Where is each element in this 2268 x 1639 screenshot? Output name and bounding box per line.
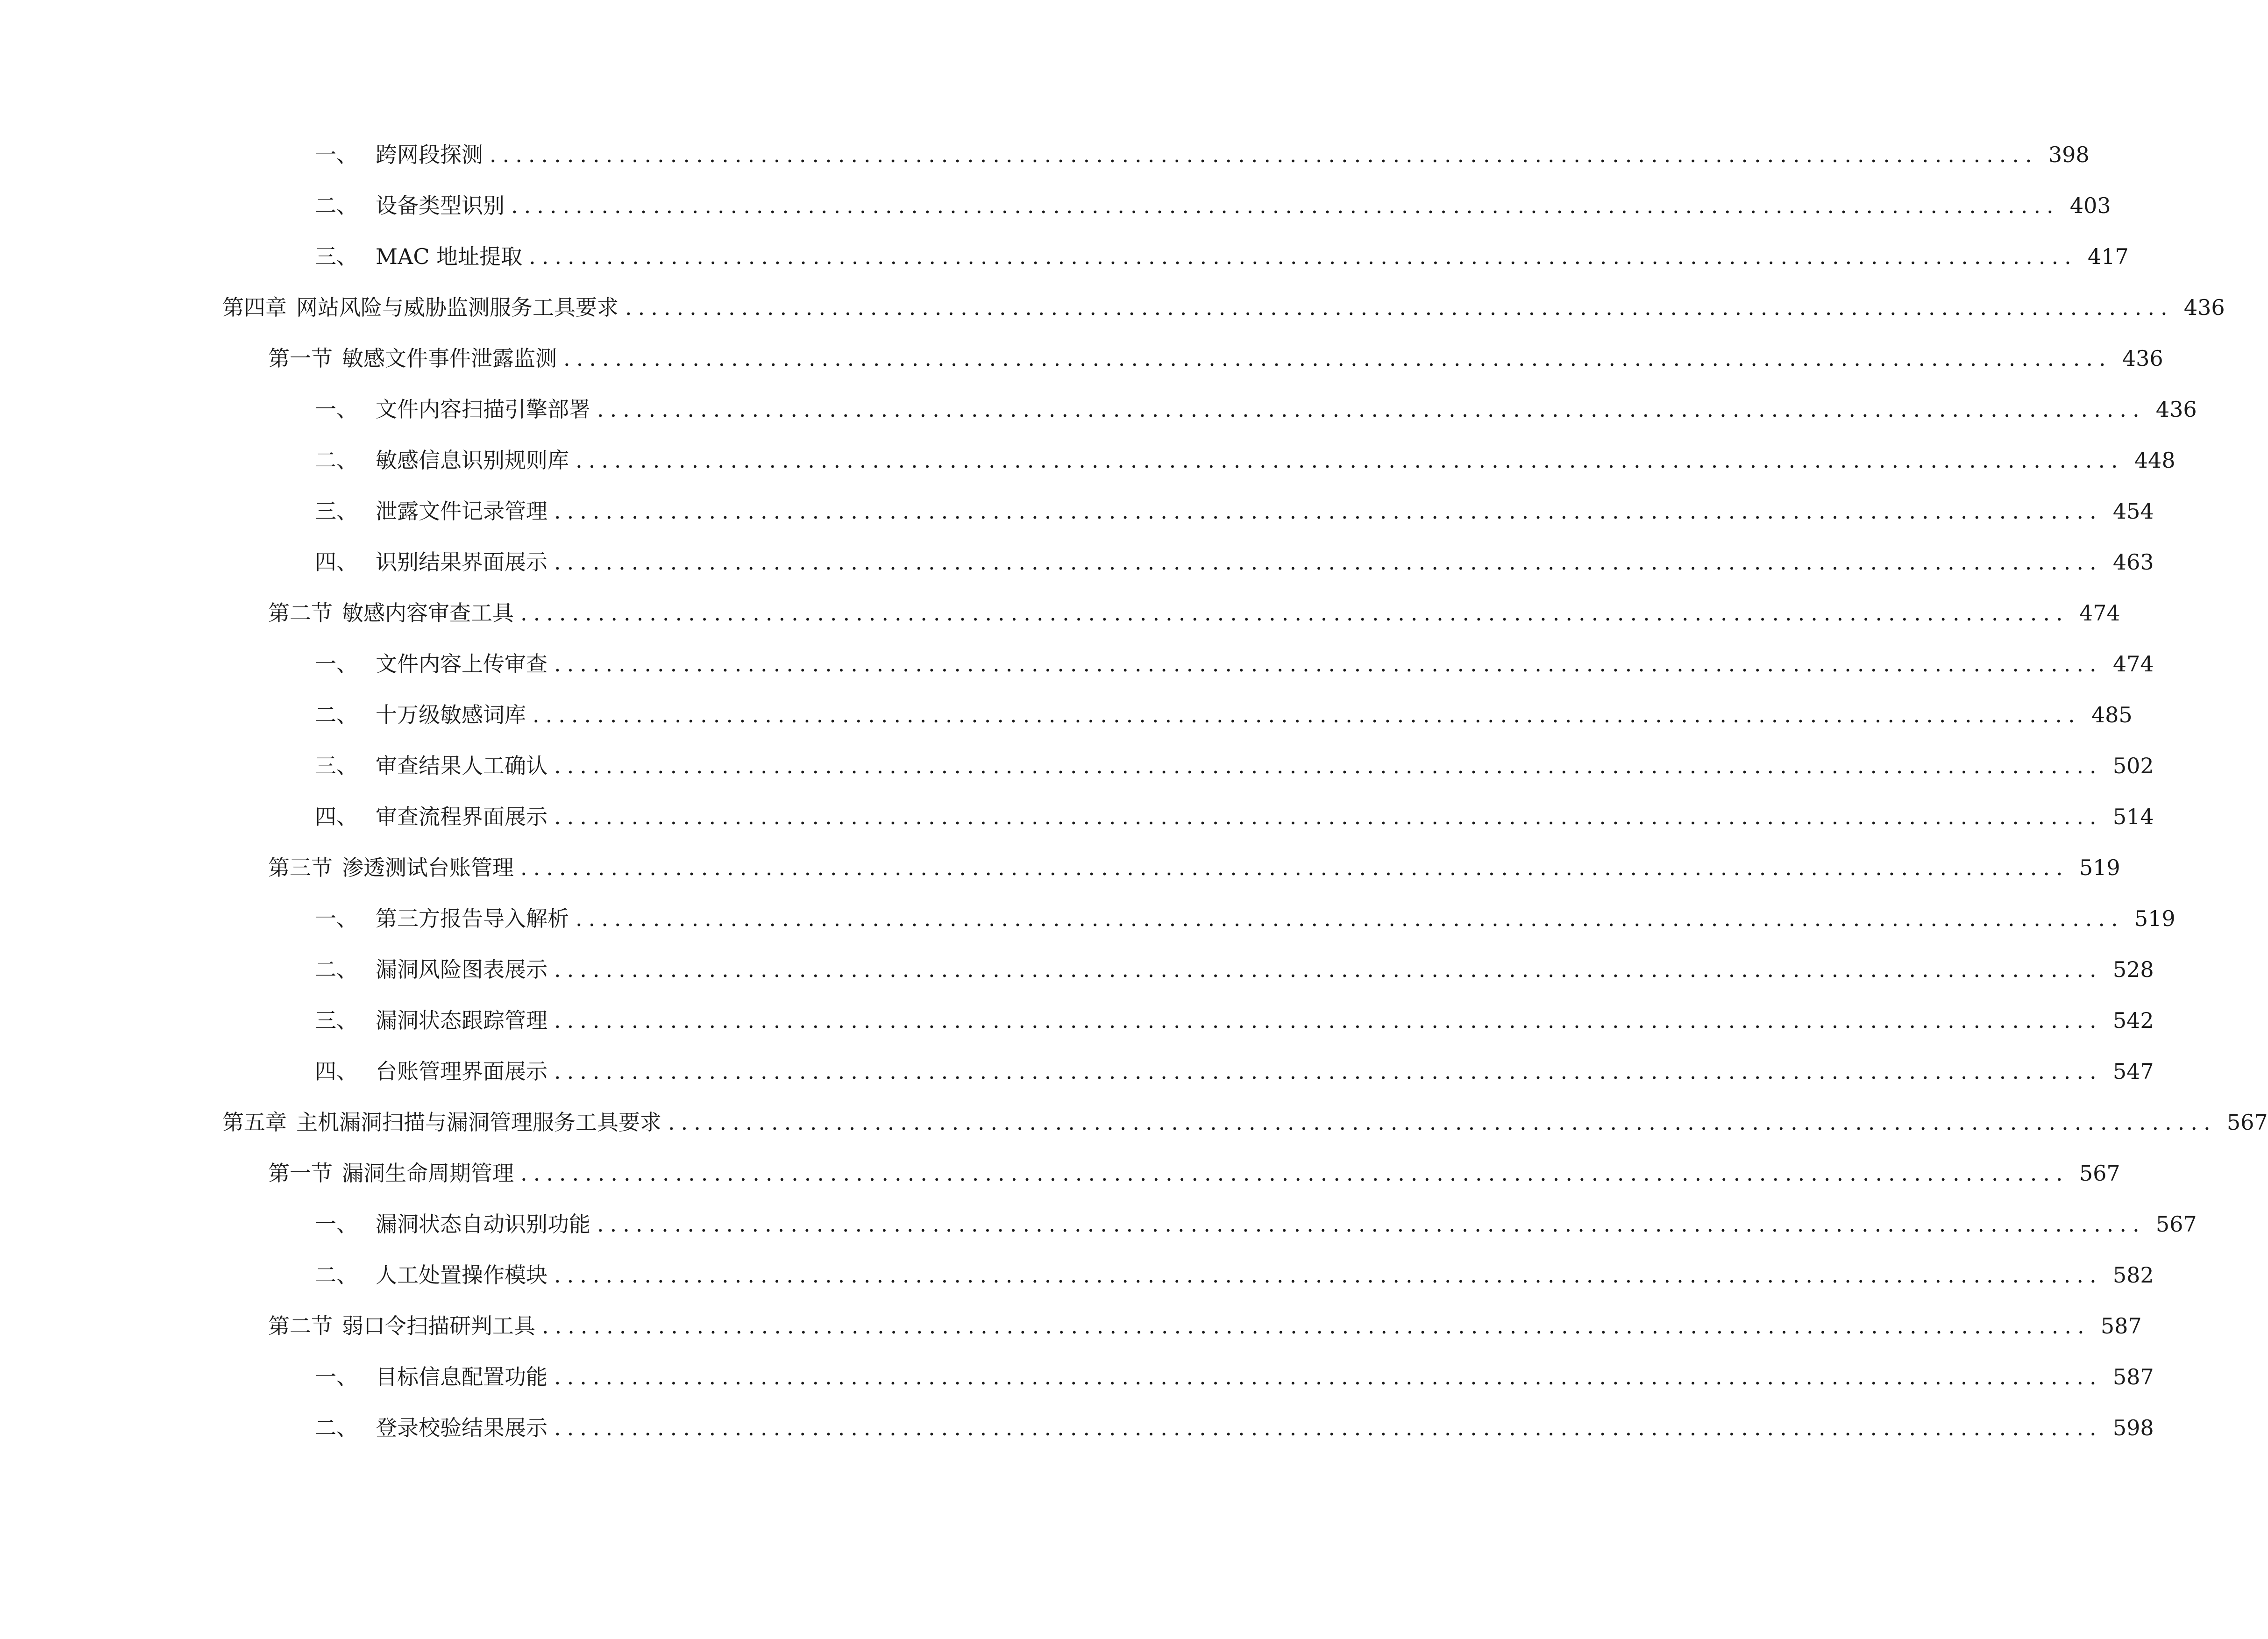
dot-leader: ........................................................................................................................ — [529, 244, 2077, 269]
toc-entry-title: 审查流程界面展示 — [376, 804, 547, 829]
toc-entry-number: 一、 — [315, 397, 358, 422]
toc-entry-title: 审查结果人工确认 — [376, 753, 547, 778]
toc-entry-page: 587 — [2100, 1313, 2142, 1339]
toc-entry-number: 第一节 — [268, 1161, 333, 1186]
toc-entry-page: 474 — [2079, 600, 2120, 626]
dot-leader: ........................................................................................................................ — [554, 1262, 2103, 1288]
dot-leader: ........................................................................................................................ — [554, 499, 2103, 524]
toc-entry-number: 三、 — [315, 244, 358, 269]
toc-entry-page: 587 — [2112, 1364, 2154, 1390]
dot-leader: ........................................................................................................................ — [554, 1059, 2103, 1084]
dot-leader: ........................................................................................................................ — [554, 957, 2103, 982]
toc-entry-number: 四、 — [315, 804, 358, 829]
toc-entry-number: 三、 — [315, 1008, 358, 1033]
toc-entry-number: 二、 — [315, 702, 358, 727]
toc-entry-title: 目标信息配置功能 — [376, 1364, 547, 1390]
toc-entry[interactable] — [315, 435, 2176, 486]
toc-entry-page: 567 — [2226, 1110, 2268, 1135]
toc-entry-title: 渗透测试台账管理 — [342, 855, 514, 880]
dot-leader: ........................................................................................................................ — [625, 295, 2174, 320]
toc-entry-number: 一、 — [315, 906, 358, 931]
toc-entry[interactable] — [222, 282, 2225, 333]
toc-entry[interactable] — [315, 1351, 2154, 1403]
dot-leader: ........................................................................................................................ — [597, 397, 2146, 422]
toc-entry[interactable] — [315, 1402, 2154, 1454]
toc-entry-title: MAC 地址提取 — [376, 244, 523, 269]
toc-entry-title: 泄露文件记录管理 — [376, 499, 547, 524]
toc-entry[interactable] — [315, 129, 2090, 180]
dot-leader: ........................................................................................................................ — [576, 906, 2124, 931]
toc-entry-page: 502 — [2112, 753, 2154, 778]
toc-entry-page: 436 — [2155, 397, 2197, 422]
toc-entry-page: 454 — [2112, 499, 2154, 524]
toc-entry[interactable] — [315, 1198, 2197, 1250]
toc-entry-number: 四、 — [315, 1059, 358, 1084]
toc-entry-number: 一、 — [315, 651, 358, 677]
toc-entry-title: 漏洞风险图表展示 — [376, 957, 547, 982]
toc-entry-page: 567 — [2079, 1161, 2120, 1186]
dot-leader: ........................................................................................................................ — [668, 1110, 2217, 1135]
toc-entry[interactable] — [315, 536, 2154, 588]
toc-entry-number: 一、 — [315, 1211, 358, 1237]
toc-entry-page: 598 — [2112, 1415, 2154, 1440]
toc-entry-number: 四、 — [315, 549, 358, 575]
toc-entry-title: 台账管理界面展示 — [376, 1059, 547, 1084]
toc-entry-page: 436 — [2122, 346, 2163, 371]
dot-leader: ........................................................................................................................ — [576, 448, 2124, 473]
toc-entry-title: 弱口令扫描研判工具 — [342, 1313, 535, 1339]
toc-entry-title: 敏感内容审查工具 — [342, 600, 514, 626]
toc-entry-title: 漏洞生命周期管理 — [342, 1161, 514, 1186]
toc-entry-number: 第三节 — [268, 855, 333, 880]
toc-entry-page: 448 — [2134, 448, 2176, 473]
toc-entry[interactable] — [315, 180, 2111, 231]
toc-entry-number: 二、 — [315, 1262, 358, 1288]
toc-entry-page: 474 — [2112, 651, 2154, 677]
toc-entry-number: 二、 — [315, 193, 358, 218]
toc-entry-page: 403 — [2069, 193, 2111, 218]
toc-entry-title: 人工处置操作模块 — [376, 1262, 547, 1288]
toc-entry[interactable] — [315, 384, 2197, 435]
toc-entry-title: 跨网段探测 — [376, 142, 483, 167]
dot-leader: ........................................................................................................................ — [554, 804, 2103, 829]
toc-entry-page: 547 — [2112, 1059, 2154, 1084]
toc-entry-page: 567 — [2155, 1211, 2197, 1237]
toc-entry-title: 文件内容上传审查 — [376, 651, 547, 677]
toc-entry-page: 582 — [2112, 1262, 2154, 1288]
toc-entry-title: 文件内容扫描引擎部署 — [376, 397, 590, 422]
toc-entry-title: 漏洞状态自动识别功能 — [376, 1211, 590, 1237]
toc-entry-title: 登录校验结果展示 — [376, 1415, 547, 1440]
toc-entry-page: 519 — [2134, 906, 2176, 931]
toc-entry-number: 第五章 — [222, 1110, 287, 1135]
dot-leader: ........................................................................................................................ — [554, 1364, 2103, 1390]
dot-leader: ........................................................................................................................ — [520, 855, 2069, 880]
toc-entry[interactable] — [315, 1046, 2154, 1097]
toc-entry[interactable] — [268, 1300, 2142, 1352]
toc-entry-title: 十万级敏感词库 — [376, 702, 526, 727]
toc-entry-number: 第二节 — [268, 600, 333, 626]
toc-entry[interactable] — [315, 893, 2176, 944]
toc-entry-page: 463 — [2112, 549, 2154, 575]
toc-entry-page: 398 — [2048, 142, 2090, 167]
toc-entry-page: 417 — [2087, 244, 2129, 269]
dot-leader: ........................................................................................................................ — [554, 651, 2103, 677]
toc-entry-page: 485 — [2091, 702, 2133, 727]
toc-entry-title: 网站风险与威胁监测服务工具要求 — [296, 295, 619, 320]
toc-entry-title: 漏洞状态跟踪管理 — [376, 1008, 547, 1033]
toc-entry-title: 第三方报告导入解析 — [376, 906, 569, 931]
toc-entry-page: 436 — [2183, 295, 2225, 320]
dot-leader: ........................................................................................................................ — [563, 346, 2112, 371]
toc-entry-title: 设备类型识别 — [376, 193, 505, 218]
toc-entry-number: 二、 — [315, 1415, 358, 1440]
toc-entry[interactable] — [268, 842, 2120, 893]
toc-entry[interactable] — [315, 791, 2154, 842]
toc-entry[interactable] — [268, 587, 2120, 639]
toc-entry-number: 第二节 — [268, 1313, 333, 1339]
toc-entry[interactable] — [315, 740, 2154, 791]
toc-entry-number: 一、 — [315, 142, 358, 167]
dot-leader: ........................................................................................................................ — [511, 193, 2060, 218]
toc-entry-number: 三、 — [315, 753, 358, 778]
toc-entry[interactable] — [222, 1097, 2268, 1148]
toc-entry-page: 514 — [2112, 804, 2154, 829]
dot-leader: ........................................................................................................................ — [520, 1161, 2069, 1186]
toc-entry-number: 二、 — [315, 957, 358, 982]
toc-entry-page: 528 — [2112, 957, 2154, 982]
toc-entry[interactable] — [268, 1147, 2120, 1199]
toc-entry-title: 敏感文件事件泄露监测 — [342, 346, 557, 371]
toc-entry-number: 第一节 — [268, 346, 333, 371]
dot-leader: ........................................................................................................................ — [554, 1008, 2103, 1033]
toc-entry[interactable] — [315, 485, 2154, 537]
dot-leader: ........................................................................................................................ — [554, 549, 2103, 575]
toc-entry-title: 识别结果界面展示 — [376, 549, 547, 575]
dot-leader: ........................................................................................................................ — [554, 1415, 2103, 1440]
toc-entry-number: 二、 — [315, 448, 358, 473]
dot-leader: ........................................................................................................................ — [542, 1313, 2090, 1339]
toc-entry-title: 敏感信息识别规则库 — [376, 448, 569, 473]
toc-entry[interactable] — [315, 231, 2129, 282]
toc-entry-number: 三、 — [315, 499, 358, 524]
dot-leader: ........................................................................................................................ — [533, 702, 2081, 727]
dot-leader: ........................................................................................................................ — [554, 753, 2103, 778]
toc-entry-number: 一、 — [315, 1364, 358, 1390]
toc-entry[interactable] — [268, 333, 2163, 384]
toc-entry-page: 519 — [2079, 855, 2120, 880]
dot-leader: ........................................................................................................................ — [490, 142, 2038, 167]
toc-entry-title: 主机漏洞扫描与漏洞管理服务工具要求 — [296, 1110, 661, 1135]
dot-leader: ........................................................................................................................ — [520, 600, 2069, 626]
toc-entry-number: 第四章 — [222, 295, 287, 320]
toc-entry[interactable] — [315, 689, 2133, 741]
toc-entry[interactable] — [315, 638, 2154, 690]
toc-entry[interactable] — [315, 995, 2154, 1046]
toc-entry[interactable] — [315, 944, 2154, 995]
toc-entry[interactable] — [315, 1249, 2154, 1301]
toc-entry-page: 542 — [2112, 1008, 2154, 1033]
dot-leader: ........................................................................................................................ — [597, 1211, 2146, 1237]
